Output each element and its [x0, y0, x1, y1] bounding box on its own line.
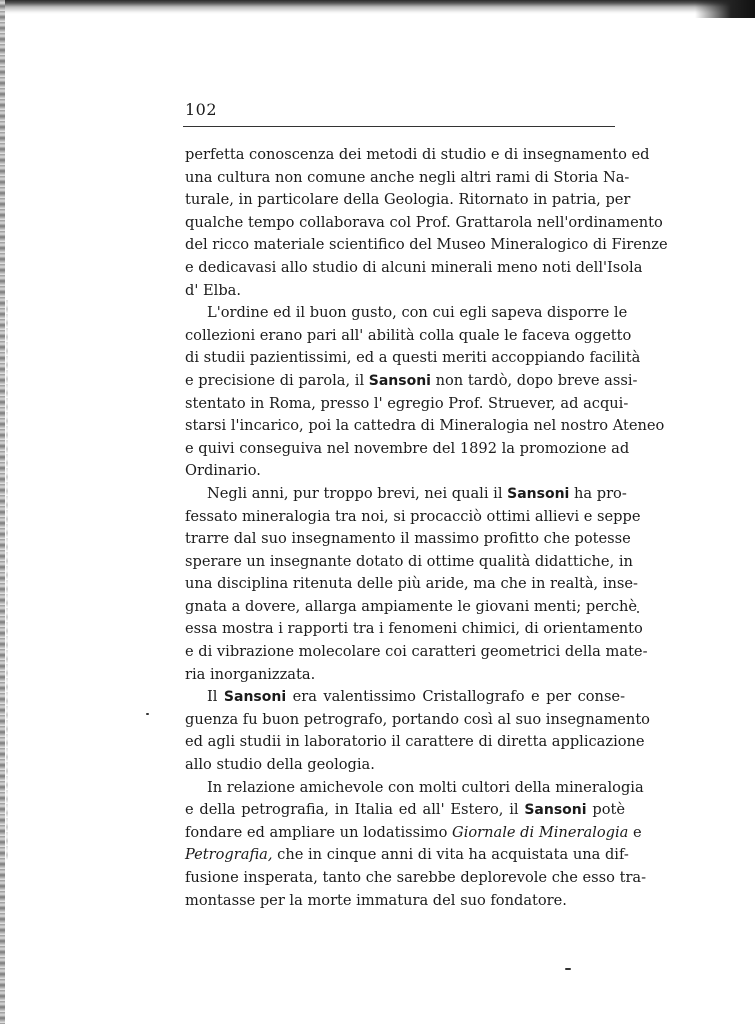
- text-line: [185, 573, 638, 596]
- text-run: e quivi conseguiva nel novembre del 1892 la promozione ad: [185, 439, 630, 457]
- text-line: [185, 144, 650, 167]
- text-run: ria inorganizzata.: [185, 665, 316, 683]
- page-number: 102: [185, 100, 218, 119]
- text-run: collezioni erano pari all' abilità colla quale le faceva oggetto: [185, 326, 632, 344]
- text-line: [185, 641, 648, 664]
- text-line: [185, 325, 632, 348]
- journal-title: Giornale di Mineralogia: [452, 823, 629, 841]
- text-run: stentato in Roma, presso l' egregio Prof. Struever, ad acqui-: [185, 394, 629, 412]
- text-line: [185, 280, 625, 303]
- text-line: [185, 302, 628, 325]
- scan-top-edge: [0, 0, 755, 14]
- text-line: [185, 347, 641, 370]
- text-line: [185, 483, 625, 506]
- text-run: del ricco materiale scientifico del Museo Mineralogico di Firenze: [185, 236, 668, 254]
- text-line: [185, 370, 638, 393]
- text-line: [185, 799, 625, 822]
- text-run: trarre dal suo insegnamento il massimo profitto che potesse: [185, 530, 631, 548]
- ink-speck: [146, 713, 149, 715]
- text-line: [185, 686, 625, 709]
- text-run: Ordinario.: [185, 462, 261, 480]
- text-line: [185, 438, 630, 461]
- text-run: e dedicavasi allo studio di alcuni minerali meno noti dell'Isola: [185, 258, 643, 276]
- text-line: [185, 393, 629, 416]
- text-run: guenza fu buon petrografo, portando così al suo insegnamento: [185, 710, 650, 728]
- text-line: [185, 460, 625, 483]
- name-emphasis: Sansoni: [368, 372, 431, 389]
- text-run: Il: [207, 688, 224, 706]
- text-line: [185, 618, 643, 641]
- text-run: una disciplina ritenuta delle più aride, ma che in realtà, inse-: [185, 575, 638, 593]
- text-run: ha pro-: [569, 484, 627, 502]
- text-line: [185, 212, 663, 235]
- text-run: fessato mineralogia tra noi, si procacciò ottimi allievi e seppe: [185, 507, 641, 525]
- text-line: [185, 754, 625, 777]
- text-run: essa mostra i rapporti tra i fenomeni chimici, di orientamento: [185, 620, 643, 638]
- name-emphasis: Sansoni: [223, 689, 287, 706]
- text-run: e della petrografia, in Italia ed all' Estero, il: [185, 801, 525, 819]
- scan-top-corner-shadow: [695, 0, 755, 18]
- paragraph: [185, 777, 647, 913]
- text-line: [185, 822, 642, 845]
- header-rule: [183, 126, 615, 127]
- text-run: L'ordine ed il buon gusto, con cui egli sapeva disporre le: [207, 304, 628, 322]
- text-run: gnata a dovere, allarga ampiamente le giovani menti; perchè: [185, 597, 638, 615]
- text-run: era valentissimo Cristallografo e per conse-: [286, 688, 625, 706]
- name-emphasis: Sansoni: [507, 485, 570, 502]
- text-line: [185, 731, 645, 754]
- paragraph: [185, 483, 648, 686]
- text-run: fusione insperata, tanto che sarebbe deplorevole che esso tra-: [185, 869, 647, 886]
- paragraph: [185, 302, 665, 483]
- scan-left-edge-bleed: [6, 300, 8, 860]
- text-run: non tardò, dopo breve assi-: [430, 371, 638, 389]
- text-line: [185, 528, 631, 551]
- text-line: [185, 596, 638, 619]
- text-run: e precisione di parola, il: [185, 371, 369, 389]
- text-line: [185, 189, 631, 212]
- text-run: In relazione amichevole con molti cultori della mineralogia: [207, 778, 644, 796]
- text-line: [185, 890, 625, 913]
- text-line: [185, 415, 665, 438]
- text-line: [185, 777, 644, 800]
- text-line: [185, 551, 633, 574]
- text-line: [185, 506, 641, 529]
- text-run: qualche tempo collaborava col Prof. Grattarola nell'ordinamento: [185, 213, 663, 231]
- body-text: [185, 144, 668, 912]
- text-run: che in cinque anni di vita ha acquistata una dif-: [272, 846, 629, 864]
- text-run: turale, in particolare della Geologia. Ritornato in patria, per: [185, 191, 631, 209]
- text-run: perfetta conoscenza dei metodi di studio e di insegnamento ed: [185, 146, 650, 163]
- scan-left-edge: [0, 0, 5, 1024]
- text-run: montasse per la morte immatura del suo fondatore.: [185, 891, 567, 909]
- text-run: allo studio della geologia.: [185, 756, 375, 774]
- text-run: e di vibrazione molecolare coi caratteri geometrici della mate-: [185, 643, 648, 661]
- text-line: [185, 844, 629, 867]
- text-line: [185, 167, 630, 190]
- name-emphasis: Sansoni: [524, 802, 587, 819]
- text-run: d' Elba.: [185, 281, 241, 299]
- text-run: fondare ed ampliare un lodatissimo: [185, 823, 453, 841]
- text-run: una cultura non comune anche negli altri rami di Storia Na-: [185, 168, 630, 186]
- text-run: potè: [586, 801, 625, 819]
- paragraph: [185, 686, 650, 776]
- text-line: [185, 257, 643, 280]
- text-line: [185, 709, 650, 732]
- text-run: e: [628, 823, 642, 841]
- ink-speck: [637, 611, 639, 613]
- text-run: di studii pazientissimi, ed a questi meriti accoppiando facilità: [185, 349, 641, 367]
- text-run: starsi l'incarico, poi la cattedra di Mineralogia nel nostro Ateneo: [185, 417, 665, 435]
- journal-title: Petrografia,: [185, 846, 273, 864]
- text-run: Negli anni, pur troppo brevi, nei quali il: [207, 484, 508, 502]
- text-run: sperare un insegnante dotato di ottime qualità didattiche, in: [185, 552, 633, 570]
- text-line: [185, 867, 647, 890]
- text-line: [185, 234, 668, 257]
- text-run: ed agli studii in laboratorio il carattere di diretta applicazione: [185, 733, 645, 751]
- text-line: [185, 664, 625, 687]
- paragraph: [185, 144, 668, 302]
- ink-speck: [565, 968, 571, 970]
